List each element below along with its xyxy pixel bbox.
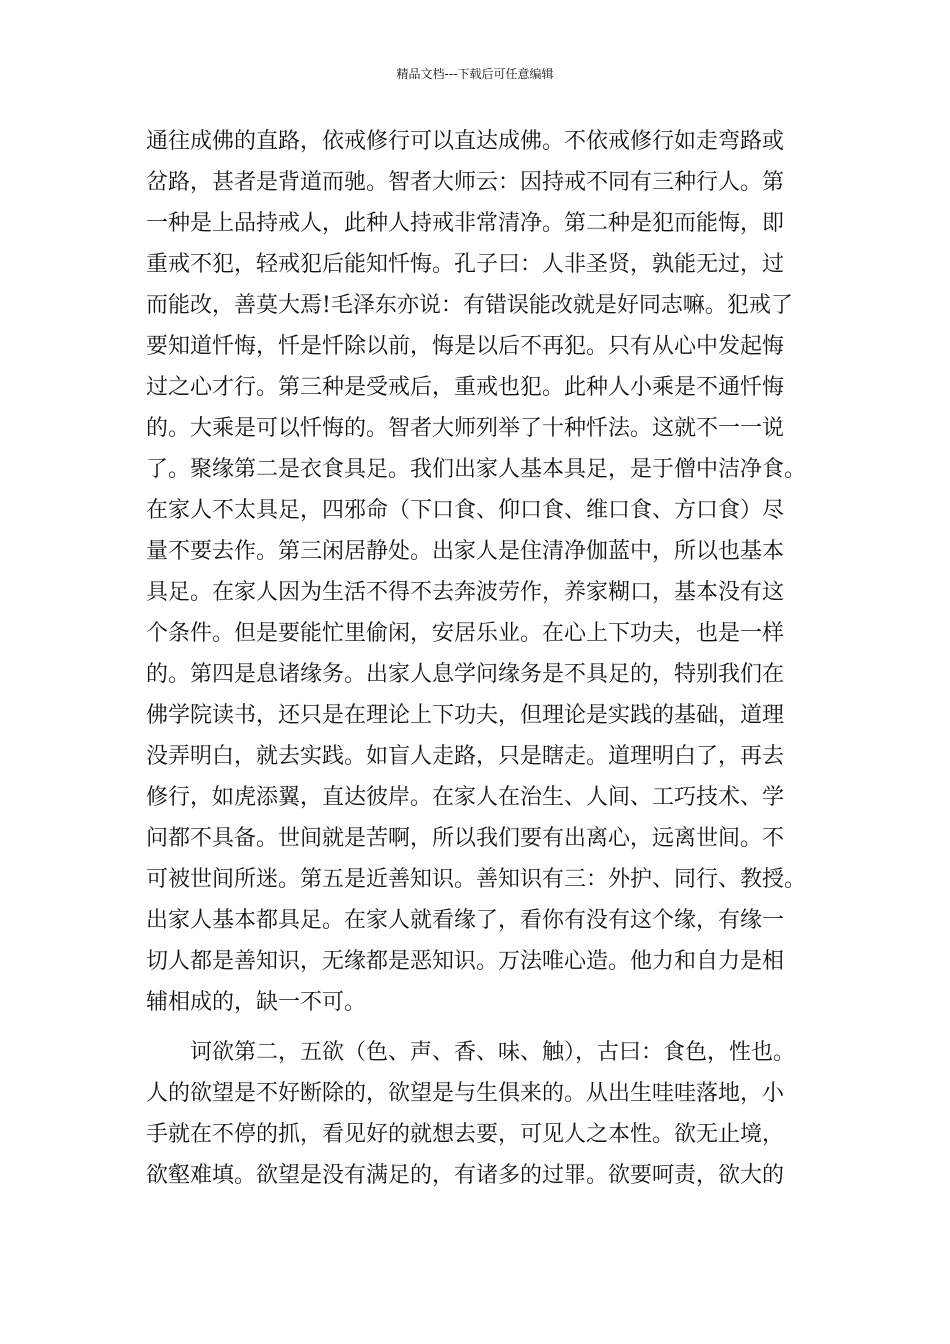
text-line: 要知道忏悔，忏是忏除以前，悔是以后不再犯。只有从心中发起悔 <box>146 334 785 359</box>
text-line: 切人都是善知识，无缘都是恶知识。万法唯心造。他力和自力是相 <box>146 949 785 974</box>
text-line: 个条件。但是要能忙里偷闲，安居乐业。在心上下功夫，也是一样 <box>146 621 785 646</box>
text-line: 诃欲第二，五欲（色、声、香、味、触），古曰：食色，性也。 <box>146 1040 796 1065</box>
text-line: 修行，如虎添翼，直达彼岸。在家人在治生、人间、工巧技术、学 <box>146 785 785 810</box>
text-line: 在家人不太具足，四邪命（下口食、仰口食、维口食、方口食）尽 <box>146 498 785 523</box>
paragraph-spacer <box>146 1023 836 1032</box>
text-line: 量不要去作。第三闲居静处。出家人是住清净伽蓝中，所以也基本 <box>146 539 785 564</box>
text-line: 问都不具备。世间就是苦啊，所以我们要有出离心，远离世间。不 <box>146 826 785 851</box>
text-line: 而能改，善莫大焉!毛泽东亦说：有错误能改就是好同志嘛。犯戒了 <box>146 293 793 318</box>
text-line: 佛学院读书，还只是在理论上下功夫，但理论是实践的基础，道理 <box>146 703 785 728</box>
text-line: 具足。在家人因为生活不得不去奔波劳作，养家糊口，基本没有这 <box>146 580 785 605</box>
text-line: 手就在不停的抓，看见好的就想去要，可见人之本性。欲无止境， <box>146 1122 785 1147</box>
text-line: 出家人基本都具足。在家人就看缘了，看你有没有这个缘，有缘一 <box>146 908 785 933</box>
text-line: 欲壑难填。欲望是没有满足的，有诸多的过罪。欲要呵责，欲大的 <box>146 1163 785 1188</box>
text-line: 了。聚缘第二是衣食具足。我们出家人基本具足，是于僧中洁净食。 <box>146 457 807 482</box>
text-line: 过之心才行。第三种是受戒后，重戒也犯。此种人小乘是不通忏悔 <box>146 375 785 400</box>
text-line: 可被世间所迷。第五是近善知识。善知识有三：外护、同行、教授。 <box>146 867 807 892</box>
text-line: 的。第四是息诸缘务。出家人息学问缘务是不具足的，特别我们在 <box>146 662 785 687</box>
document-body <box>146 121 836 1196</box>
text-line: 辅相成的，缺一不可。 <box>146 990 367 1015</box>
page-header: 精品文档---下载后可任意编辑 <box>396 67 554 81</box>
text-line: 一种是上品持戒人，此种人持戒非常清净。第二种是犯而能悔，即 <box>146 211 785 236</box>
text-line: 岔路，甚者是背道而驰。智者大师云：因持戒不同有三种行人。第 <box>146 170 785 195</box>
paragraph <box>146 1032 836 1196</box>
text-line: 重戒不犯，轻戒犯后能知忏悔。孔子曰：人非圣贤，孰能无过，过 <box>146 252 785 277</box>
text-line: 的。大乘是可以忏悔的。智者大师列举了十种忏法。这就不一一说 <box>146 416 785 441</box>
text-line: 通往成佛的直路，依戒修行可以直达成佛。不依戒修行如走弯路或 <box>146 129 785 154</box>
text-line: 没弄明白，就去实践。如盲人走路，只是瞎走。道理明白了，再去 <box>146 744 785 769</box>
text-line: 人的欲望是不好断除的，欲望是与生俱来的。从出生哇哇落地，小 <box>146 1081 785 1106</box>
paragraph <box>146 121 836 1023</box>
